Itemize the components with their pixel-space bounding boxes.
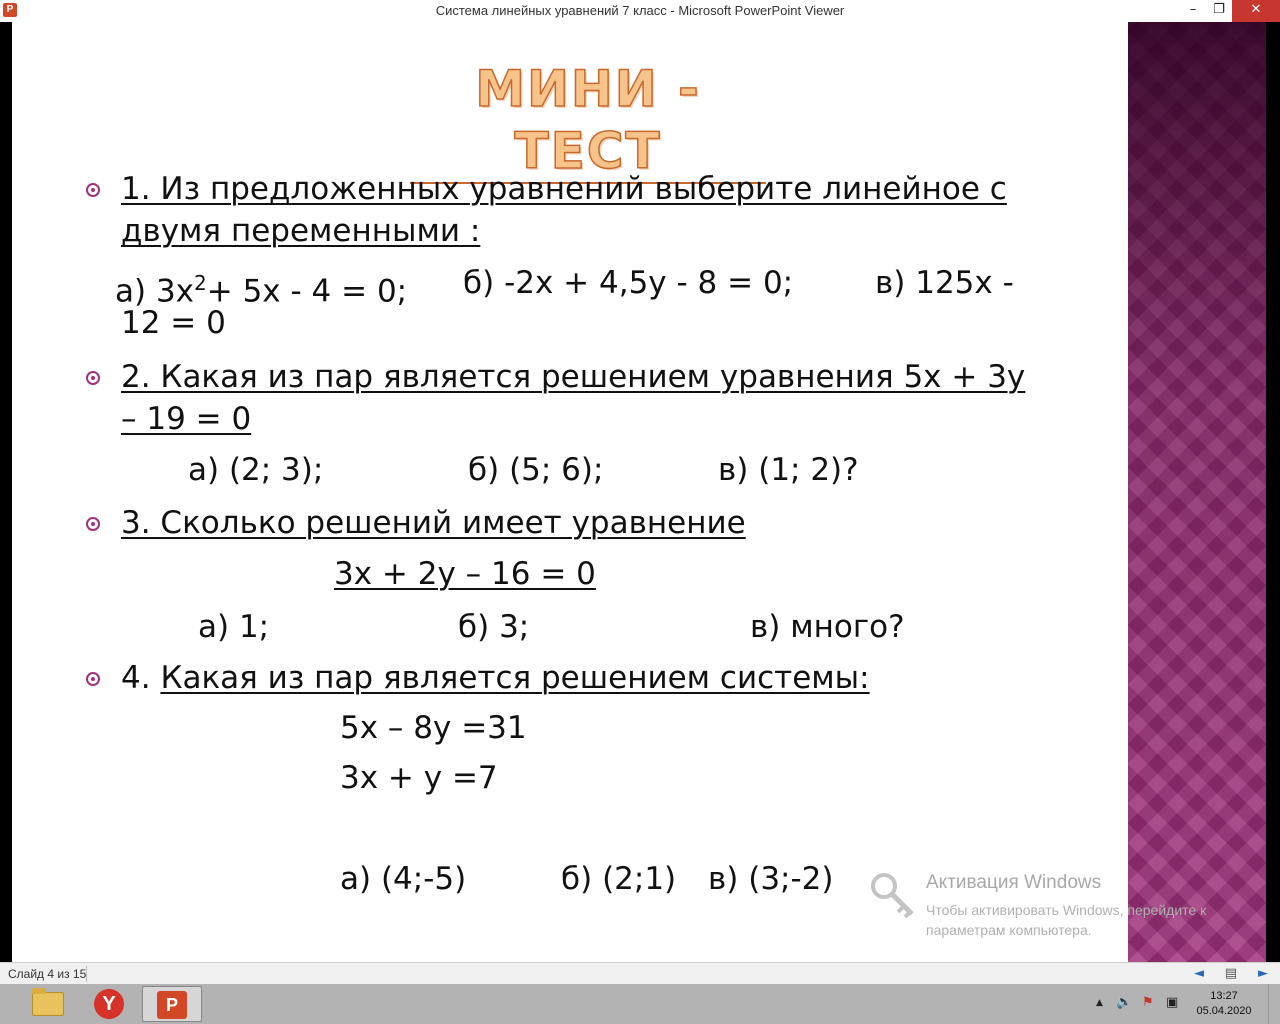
question-1-option-c-continued: 12 = 0 (121, 305, 226, 341)
show-hidden-icons-icon[interactable]: ▲ (1096, 998, 1103, 1008)
question-2-option-b: б) (5; 6); (468, 452, 604, 488)
question-4-equation-1: 5x – 8y =31 (340, 710, 527, 746)
window-title-bar (0, 0, 1280, 23)
taskbar (0, 984, 1280, 1024)
powerpoint-icon: P (157, 991, 187, 1019)
question-4-option-a: а) (4;-5) (340, 861, 467, 897)
clock-time: 13:27 (1210, 990, 1238, 1002)
bullet-icon (86, 517, 100, 531)
window-title: Система линейных уравнений 7 класс - Microsoft PowerPoint Viewer (435, 3, 845, 18)
question-4-equation-2: 3x + y =7 (340, 760, 498, 796)
question-1-line-2: двумя переменными : (121, 213, 481, 249)
question-3-option-b: б) 3; (458, 609, 530, 645)
question-3-option-a: а) 1; (198, 609, 270, 645)
show-desktop-button[interactable] (1268, 984, 1280, 1024)
question-4-line-1: 4. Какая из пар является решением системы: (121, 660, 870, 696)
slide-menu-icon[interactable]: ▤ (1224, 966, 1238, 981)
close-button[interactable]: ✕ (1232, 0, 1280, 22)
clock-date: 05.04.2020 (1196, 1005, 1252, 1017)
taskbar-powerpoint-button[interactable] (142, 986, 202, 1022)
question-3-option-c: в) много? (750, 609, 905, 645)
decorative-side-panel (1128, 22, 1266, 962)
question-2-line-2: – 19 = 0 (121, 401, 252, 437)
question-1-option-a: а) $3x^2+ 5x - 4 = 0$; (115, 271, 408, 310)
yandex-browser-icon: Y (94, 989, 124, 1019)
question-2-option-c: в) (1; 2)? (718, 452, 859, 488)
status-divider (86, 966, 87, 982)
slide-title: МИНИ - ТЕСТ (410, 58, 766, 184)
slide-counter: Слайд 4 из 15 (8, 967, 87, 981)
network-icon[interactable]: ▣ (1166, 995, 1179, 1010)
status-bar (0, 962, 1280, 985)
question-3-equation: 3x + 2y – 16 = 0 (334, 556, 596, 592)
taskbar-yandex-browser-button[interactable] (80, 986, 140, 1022)
question-1-line-1: 1. Из предложенных уравнений выберите линейное с (121, 171, 1007, 207)
slide-stage (0, 22, 1280, 962)
next-slide-icon[interactable]: ► (1258, 966, 1268, 981)
restore-button[interactable]: ❐ (1213, 2, 1225, 17)
question-4-option-c: в) (3;-2) (708, 861, 834, 897)
action-center-flag-icon[interactable]: ⚑ (1142, 995, 1154, 1010)
question-4-option-b: б) (2;1) (561, 861, 677, 897)
question-1-option-b: б) -2x + 4,5y - 8 = 0; (463, 265, 794, 301)
powerpoint-app-icon: P (3, 3, 17, 17)
clock[interactable] (1196, 989, 1252, 1019)
activation-title: Активация Windows (926, 872, 1102, 893)
activation-text: Чтобы активировать Windows, перейдите к параметрам компьютера. (926, 902, 1207, 938)
key-icon (870, 870, 918, 922)
previous-slide-icon[interactable]: ◄ (1194, 966, 1204, 981)
question-1-option-c: в) 125x - (875, 265, 1014, 301)
folder-icon (32, 992, 64, 1016)
question-2-line-1: 2. Какая из пар является решением уравнения 5x + 3y (121, 359, 1026, 395)
question-2-option-a: а) (2; 3); (188, 452, 324, 488)
taskbar-file-explorer-button[interactable] (18, 986, 78, 1022)
question-3-line-1: 3. Сколько решений имеет уравнение (121, 505, 746, 541)
minimize-button[interactable]: – (1189, 2, 1197, 17)
volume-icon[interactable]: 🔈 (1116, 995, 1133, 1010)
slide[interactable] (12, 22, 1266, 962)
bullet-icon (86, 672, 100, 686)
bullet-icon (86, 183, 100, 197)
bullet-icon (86, 371, 100, 385)
